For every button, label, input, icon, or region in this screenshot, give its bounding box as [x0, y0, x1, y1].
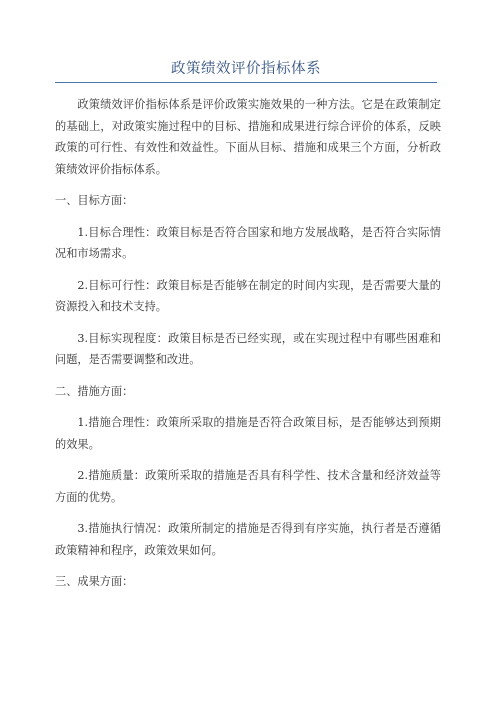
title-underline [55, 82, 437, 83]
document-body [55, 94, 441, 603]
measures-item-1: 1.措施合理性：政策所采取的措施是否符合政策目标，是否能够达到预期的效果。 [55, 416, 441, 451]
page-title: 政策绩效评价指标体系 [171, 61, 321, 77]
intro-paragraph: 政策绩效评价指标体系是评价政策实施效果的一种方法。它是在政策制定的基础上，对政策实施过程中的目标、措施和成果进行综合评价的体系，反映政策的可行性、有效性和效益性。下面从目标、措施和成果三个方面，分析政策绩效评价指标体系。 [55, 98, 441, 176]
measures-item-3: 3.措施执行情况：政策所制定的措施是否得到有序实施，执行者是否遵循政策精神和程序，政策效果如何。 [55, 522, 441, 557]
measures-item-2: 2.措施质量：政策所采取的措施是否具有科学性、技术含量和经济效益等方面的优势。 [55, 469, 441, 504]
goals-item-1: 1.目标合理性：政策目标是否符合国家和地方发展战略，是否符合实际情况和市场需求。 [55, 225, 441, 260]
goals-item-3: 3.目标实现程度：政策目标是否已经实现，或在实现过程中有哪些困难和问题，是否需要调整和改进。 [55, 331, 441, 366]
section-heading-results: 三、成果方面： [55, 575, 134, 588]
section-heading-measures: 二、措施方面： [55, 384, 134, 398]
goals-item-2: 2.目标可行性：政策目标是否能够在制定的时间内实现，是否需要大量的资源投入和技术支持。 [55, 278, 441, 313]
section-heading-goals: 一、目标方面： [55, 194, 134, 207]
